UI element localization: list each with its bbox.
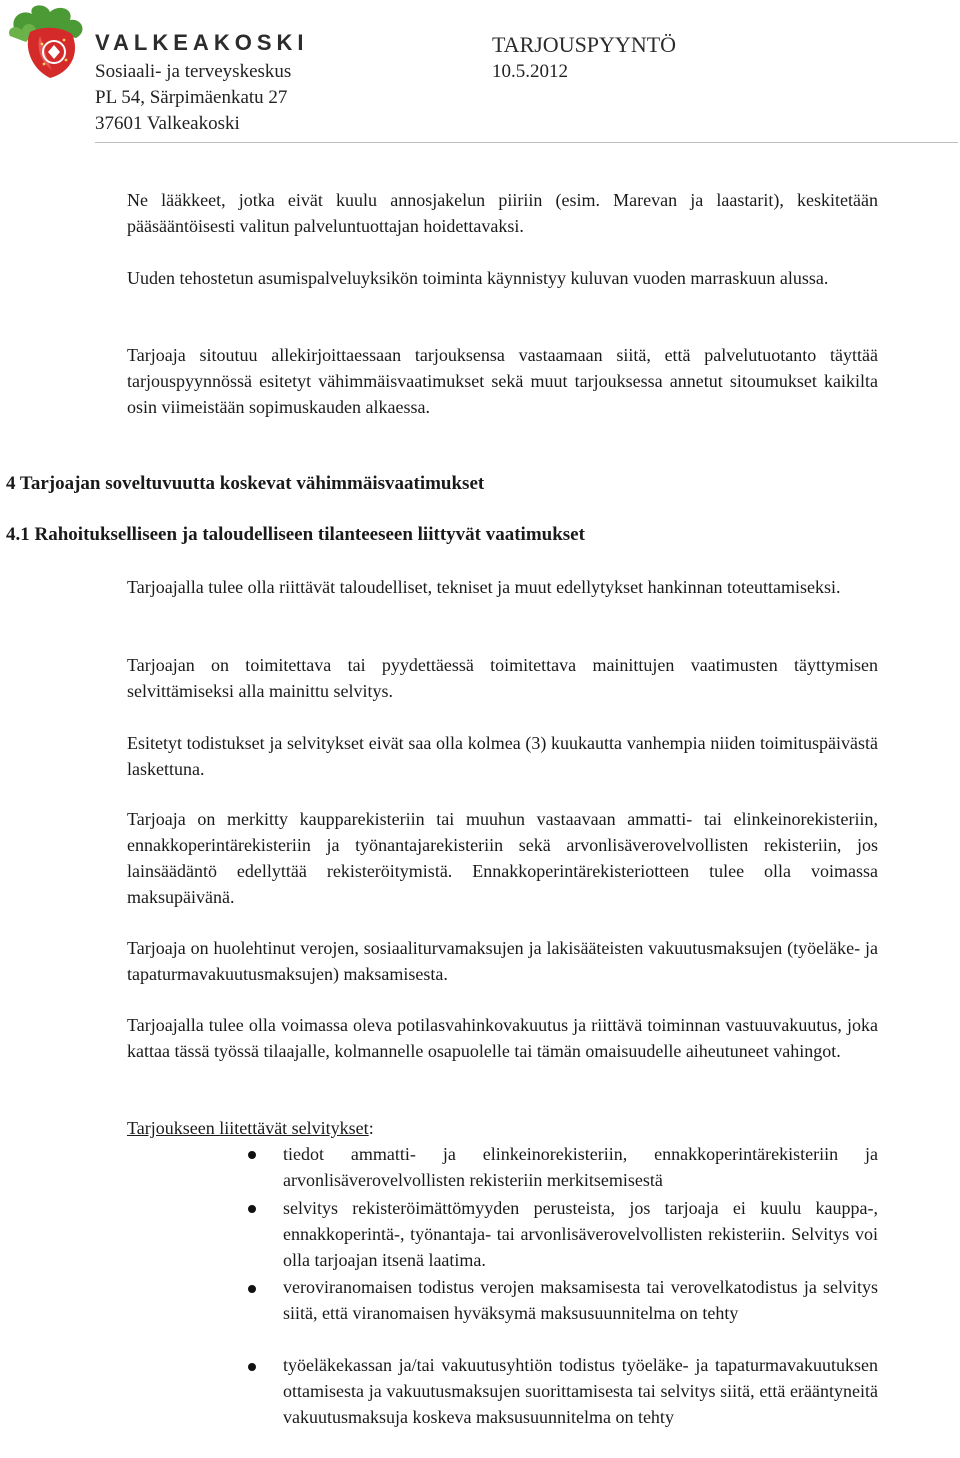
list-item-text: työeläkekassan ja/tai vakuutusyhtiön todistus työeläke- ja tapaturmavakuutuksen ottamisesta ja vakuutusmaksujen suorittamisesta tai selvitys siitä, että erääntyneitä vakuutusmaksuja koskeva maksusuunnitelma on tehty [283,1355,878,1427]
list-label-colon: : [368,1118,374,1138]
paragraph: Uuden tehostetun asumispalveluyksikön toiminta käynnistyy kuluvan vuoden marraskuun alussa. [127,268,829,288]
paragraph: Tarjoaja on huolehtinut verojen, sosiaaliturvamaksujen ja lakisääteisten vakuutusmaksujen (työeläke- ja tapaturmavakuutusmaksujen) maksamisesta. [127,938,878,984]
strawberry-logo-icon [6,2,90,82]
bullet-icon [248,1285,256,1293]
paragraph: Tarjoajalla tulee olla riittävät taloudelliset, tekniset ja muut edellytykset hankinnan toteuttamiseksi. [127,577,841,597]
street-address: PL 54, Särpimäenkatu 27 [95,87,288,108]
list-label-text: Tarjoukseen liitettävät selvitykset [127,1118,369,1138]
list-item-text: tiedot ammatti- ja elinkeinorekisteriin, ennakkoperintärekisteriin ja arvonlisäverovelvollisten rekisteriin merkitsemisestä [283,1144,878,1190]
paragraph: Tarjoaja on merkitty kaupparekisteriin tai muuhun vastaavaan ammatti- tai elinkeinorekisteriin, ennakkoperintärekisteriin ja työnantajarekisteriin sekä arvonlisäverovelvollisten rekisteriin, jos lainsäädäntö edellyttää rekisteröitymistä. Ennakkoperintärekisteriotteen tulee olla voimassa maksupäivänä. [127,809,878,907]
document-type: TARJOUSPYYNTÖ [492,32,677,57]
organization-name: VALKEAKOSKI [95,30,309,55]
list-item-text: selvitys rekisteröimättömyyden perusteista, jos tarjoaja ei kuulu kauppa-, ennakkoperintä-, työnantaja- tai arvonlisäverovelvollisten rekisteriin. Selvitys voi olla tarjoajan itsenä laatima. [283,1198,878,1270]
paragraph: Tarjoajalla tulee olla voimassa oleva potilasvahinkovakuutus ja riittävä toiminnan vastuuvakuutus, joka kattaa tässä työssä tilaajalle, kolmannelle osapuolelle tai tämän omaisuudelle aiheutuneet vahingot. [127,1015,878,1061]
list-label [127,1115,878,1141]
postal-address: 37601 Valkeakoski [95,113,240,134]
paragraph: Tarjoajan on toimitettava tai pyydettäessä toimitettava mainittujen vaatimusten täyttymisen selvittämiseksi alla mainittu selvitys. [127,655,878,701]
subsection-heading: 4.1 Rahoitukselliseen ja taloudelliseen tilanteeseen liittyvät vaatimukset [6,524,585,545]
bullet-icon [248,1151,256,1159]
paragraph: Tarjoaja sitoutuu allekirjoittaessaan tarjouksensa vastaamaan siitä, että palvelutuotanto täyttää tarjouspyynnössä esitetyt vähimmäisvaatimukset sekä muut tarjouksessa annetut sitoumukset kaikilta osin viimeistään sopimuskauden alkaessa. [127,345,878,417]
section-heading: 4 Tarjoajan soveltuvuutta koskevat vähimmäisvaatimukset [6,473,485,494]
bullet-icon [248,1363,256,1371]
header-divider [95,142,958,143]
unit-name: Sosiaali- ja terveyskeskus [95,61,292,82]
paragraph: Ne lääkkeet, jotka eivät kuulu annosjakelun piiriin (esim. Marevan ja laastarit), keskitetään pääsääntöisesti valitun palveluntuottajan hoidettavaksi. [127,190,878,236]
paragraph: Esitetyt todistukset ja selvitykset eivät saa olla kolmea (3) kuukautta vanhempia niiden toimituspäivästä laskettuna. [127,733,878,779]
list-item-text: veroviranomaisen todistus verojen maksamisesta tai verovelkatodistus ja selvitys siitä, että viranomaisen hyväksymä maksusuunnitelma on tehty [283,1277,878,1323]
document-date: 10.5.2012 [492,61,568,82]
bullet-icon [248,1205,256,1213]
